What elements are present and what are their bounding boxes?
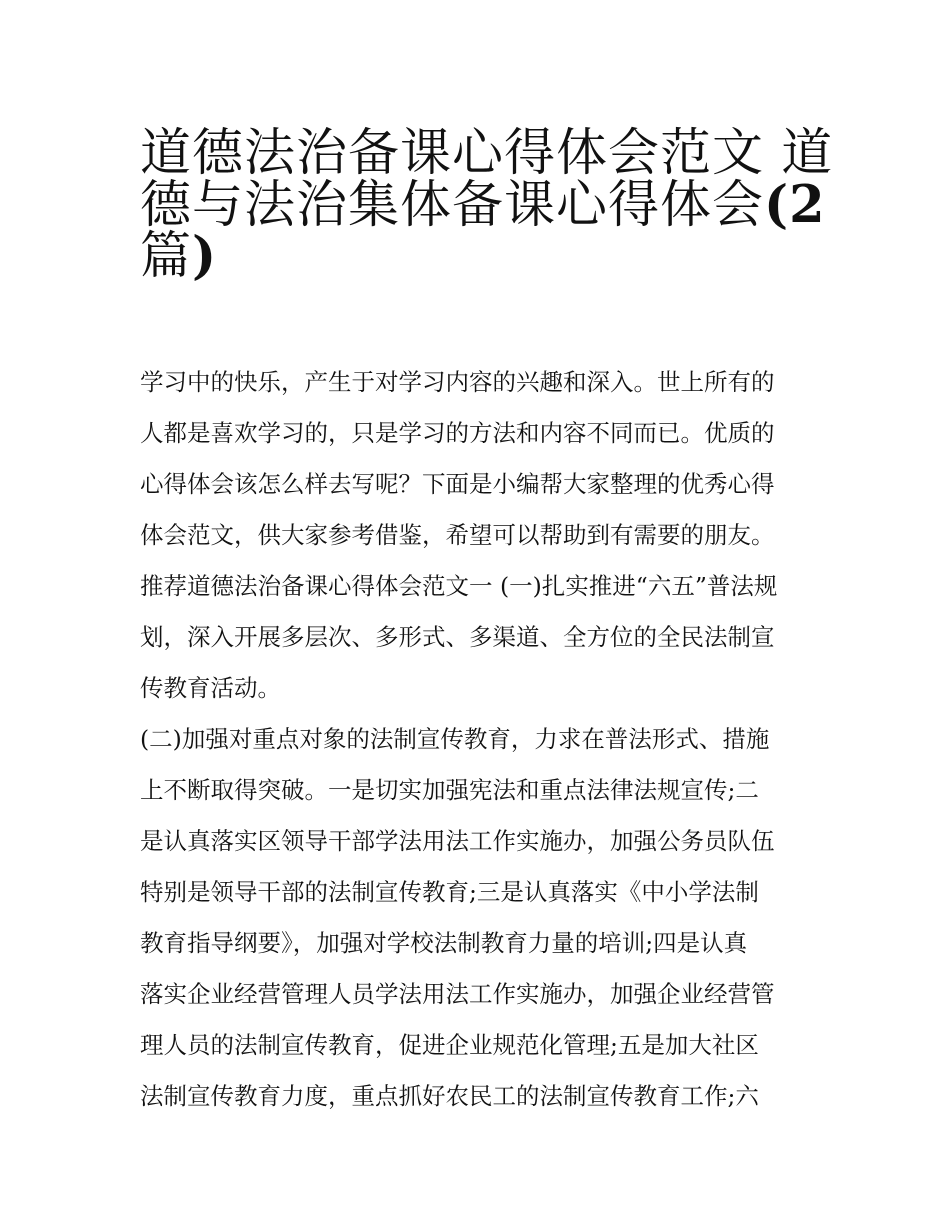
document-title [140,112,834,286]
body-line: 特别是领导干部的法制宣传教育;三是认真落实《中小学法制 [140,878,759,906]
title-line-2-text: 德与法治集体备课心得体会 [140,176,765,235]
body-line: 是认真落实区领导干部学法用法工作实施办，加强公务员队伍 [140,827,775,855]
body-line: 教育指导纲要》，加强对学校法制教育力量的培训;四是认真 [140,929,748,957]
body-line: 传教育活动。 [140,674,281,702]
document-body [140,357,820,1122]
body-line: 推荐道德法治备课心得体会范文一 (一)扎实推进“六五”普法规 [140,572,778,600]
title-line-2 [140,163,826,235]
title-line-3-text: 篇 [140,227,193,286]
body-line: 体会范文，供大家参考借鉴，希望可以帮助到有需要的朋友。 [140,521,775,549]
body-line: 划，深入开展多层次、多形式、多渠道、全方位的全民法制宣 [140,623,775,651]
title-line-3-bold: ) [192,226,218,286]
body-line: (二)加强对重点对象的法制宣传教育，力求在普法形式、措施 [140,725,770,753]
body-line: 心得体会该怎么样去写呢？下面是小编帮大家整理的优秀心得 [140,470,775,498]
title-line-2-bold: (2 [764,175,826,235]
title-line-1: 道德法治备课心得体会范文 道 [140,124,834,183]
body-line: 学习中的快乐，产生于对学习内容的兴趣和深入。世上所有的 [140,368,775,396]
body-line: 落实企业经营管理人员学法用法工作实施办，加强企业经营管 [140,980,775,1008]
body-line: 理人员的法制宣传教育，促进企业规范化管理;五是加大社区 [140,1031,759,1059]
body-line: 法制宣传教育力度，重点抓好农民工的法制宣传教育工作;六 [140,1082,759,1110]
body-line: 上不断取得突破。一是切实加强宪法和重点法律法规宣传;二 [140,776,759,804]
body-line: 人都是喜欢学习的，只是学习的方法和内容不同而已。优质的 [140,419,775,447]
